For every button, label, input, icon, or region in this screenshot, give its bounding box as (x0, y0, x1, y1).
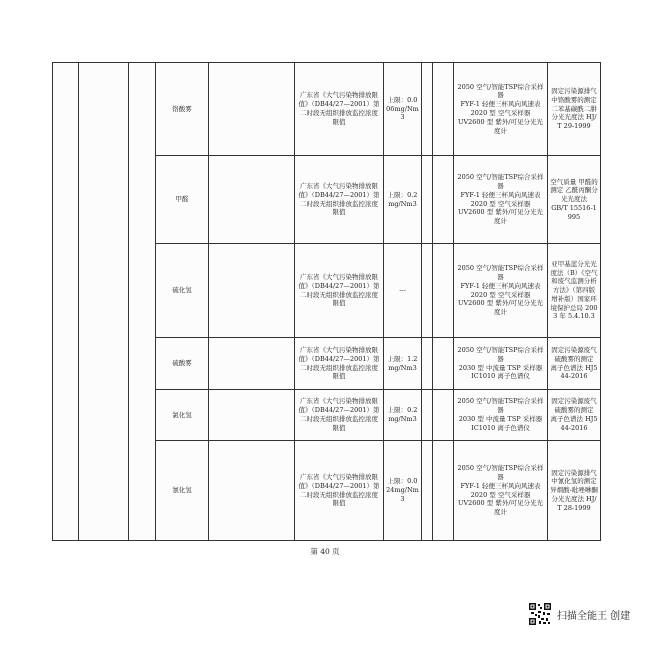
pollutant-name: 硫酸雾 (156, 338, 209, 390)
blank-cell (79, 63, 129, 541)
analysis-method: 亚甲基蓝分光光度法（B）《空气和废气监测分析方法》（第四版 增补版）国家环境保护总局 2003 年 5.4.10.3 (548, 244, 601, 338)
instrument-list: 2050 空气/智能TSP综合采样器 FYF-1 轻便三杯风向风速表 2020 型 空气采样器 UV2600 型 紫外/可见分光光度计 (454, 244, 548, 338)
instrument-list: 2050 空气/智能TSP综合采样器 FYF-1 轻便三杯风向风速表 2020 型 空气采样器 UV2600 型 紫外/可见分光光度计 (454, 63, 548, 156)
analysis-method: 空气质量 甲醛的测定 乙酰丙酮分光光度法 GB/T 15516-1995 (548, 156, 601, 244)
scanner-watermark: 扫描全能王 创建 (557, 611, 631, 622)
blank-cell (209, 63, 295, 156)
limit-value: 上限：0.024mg/Nm3 (384, 441, 422, 541)
qr-code-icon (528, 602, 552, 626)
blank-cell (433, 338, 454, 390)
limit-value: 上限：0.2mg/Nm3 (384, 390, 422, 441)
blank-cell (209, 244, 295, 338)
analysis-method: 固定污染源排气中铬酸雾的测定 二苯基碳酰二肼分光光度法 HJ/T 29-1999 (548, 63, 601, 156)
instrument-list: 2050 空气/智能TSP综合采样器 FYF-1 轻便三杯风向风速表 2020 型 空气采样器 UV2600 型 紫外/可见分光光度计 (454, 441, 548, 541)
blank-cell (53, 63, 79, 541)
analysis-method: 固定污染源废气 硫酸雾的测定 离子色谱法 HJ544-2016 (548, 338, 601, 390)
blank-cell (433, 63, 454, 156)
blank-cell (422, 63, 433, 156)
monitoring-table (52, 62, 601, 541)
blank-cell (209, 441, 295, 541)
emission-standard: 广东省《大气污染物排放限值》（DB44/27—2001）第二时段无组织排放监控浓度限值 (295, 244, 384, 338)
emission-standard: 广东省《大气污染物排放限值》（DB44/27—2001）第二时段无组织排放监控浓度限值 (295, 390, 384, 441)
blank-cell (422, 156, 433, 244)
qr-code-graphic (528, 602, 552, 626)
blank-cell (422, 441, 433, 541)
blank-cell (209, 156, 295, 244)
pollutant-name: 甲醛 (156, 156, 209, 244)
blank-cell (422, 390, 433, 441)
analysis-method: 固定污染源废气 硫酸雾的测定 离子色谱法 HJ544-2016 (548, 390, 601, 441)
emission-standard: 广东省《大气污染物排放限值》（DB44/27—2001）第二时段无组织排放监控浓度限值 (295, 63, 384, 156)
pollutant-name: 铬酸雾 (156, 63, 209, 156)
blank-cell (433, 244, 454, 338)
table-row (53, 63, 601, 156)
blank-cell (433, 441, 454, 541)
limit-value: 上限：0.2mg/Nm3 (384, 156, 422, 244)
analysis-method: 固定污染源排气中氰化氢的测定 异烟酸-吡唑啉酮分光光度法 HJ/T 28-1999 (548, 441, 601, 541)
emission-standard: 广东省《大气污染物排放限值》（DB44/27—2001）第二时段无组织排放监控浓度限值 (295, 441, 384, 541)
page-number: 第 40 页 (310, 547, 340, 556)
emission-standard: 广东省《大气污染物排放限值》（DB44/27—2001）第二时段无组织排放监控浓度限值 (295, 338, 384, 390)
pollutant-name: 氰化氢 (156, 441, 209, 541)
limit-value: --- (384, 244, 422, 338)
blank-cell (422, 338, 433, 390)
blank-cell (433, 390, 454, 441)
limit-value: 上限：1.2mg/Nm3 (384, 338, 422, 390)
emission-standard: 广东省《大气污染物排放限值》（DB44/27—2001）第二时段无组织排放监控浓度限值 (295, 156, 384, 244)
instrument-list: 2050 空气/智能TSP综合采样器 FYF-1 轻便三杯风向风速表 2020 型 空气采样器 UV2600 型 紫外/可见分光光度计 (454, 156, 548, 244)
pollutant-name: 硫化氢 (156, 244, 209, 338)
limit-value: 上限：0.006mg/Nm3 (384, 63, 422, 156)
pollutant-name: 氯化氢 (156, 390, 209, 441)
instrument-list: 2050 空气/智能TSP综合采样器 2030 型 中流量 TSP 采样器 IC1010 离子色谱仪 (454, 338, 548, 390)
blank-cell (422, 244, 433, 338)
blank-cell (209, 338, 295, 390)
blank-cell (129, 63, 156, 541)
blank-cell (433, 156, 454, 244)
blank-cell (209, 390, 295, 441)
instrument-list: 2050 空气/智能TSP综合采样器 2030 型 中流量 TSP 采样器 IC1010 离子色谱仪 (454, 390, 548, 441)
